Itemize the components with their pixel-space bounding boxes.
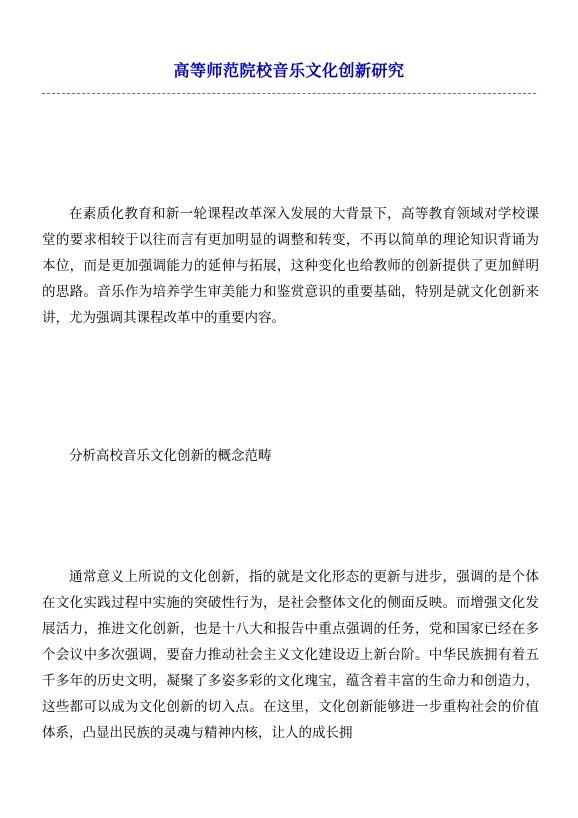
- body-paragraph: 通常意义上所说的文化创新，指的就是文化形态的更新与进步，强调的是个体在文化实践过程中实施的突破性行为，是社会整体文化的侧面反映。而增强文化发展活力，推进文化创新，也是十八大和报告中重点强调的任务，党和国家已经在多个会议中多次强调，要奋力推动社会主义文化建设迈上新台阶。中华民族拥有着五千多年的历史文明，凝聚了多姿多彩的文化瑰宝，蕴含着丰富的生命力和创造力，这些都可以成为文化创新的切入点。在这里，文化创新能够进一步重构社会的价值体系，凸显出民族的灵魂与精神内核，让人的成长拥: [42, 569, 539, 741]
- section-heading: 分析高校音乐文化创新的概念范畴: [69, 448, 272, 464]
- title-divider: [42, 93, 536, 94]
- intro-paragraph: 在素质化教育和新一轮课程改革深入发展的大背景下，高等教育领域对学校课堂的要求相较于以往而言有更加明显的调整和转变，不再以简单的理论知识背诵为本位，而是更加强调能力的延伸与拓展，这种变化也给教师的创新提供了更加鲜明的思路。音乐作为培养学生审美能力和鉴赏意识的重要基础，特别是就文化创新来讲，尤为强调其课程改革中的重要内容。: [42, 206, 539, 326]
- page-title: 高等师范院校音乐文化创新研究: [173, 61, 405, 80]
